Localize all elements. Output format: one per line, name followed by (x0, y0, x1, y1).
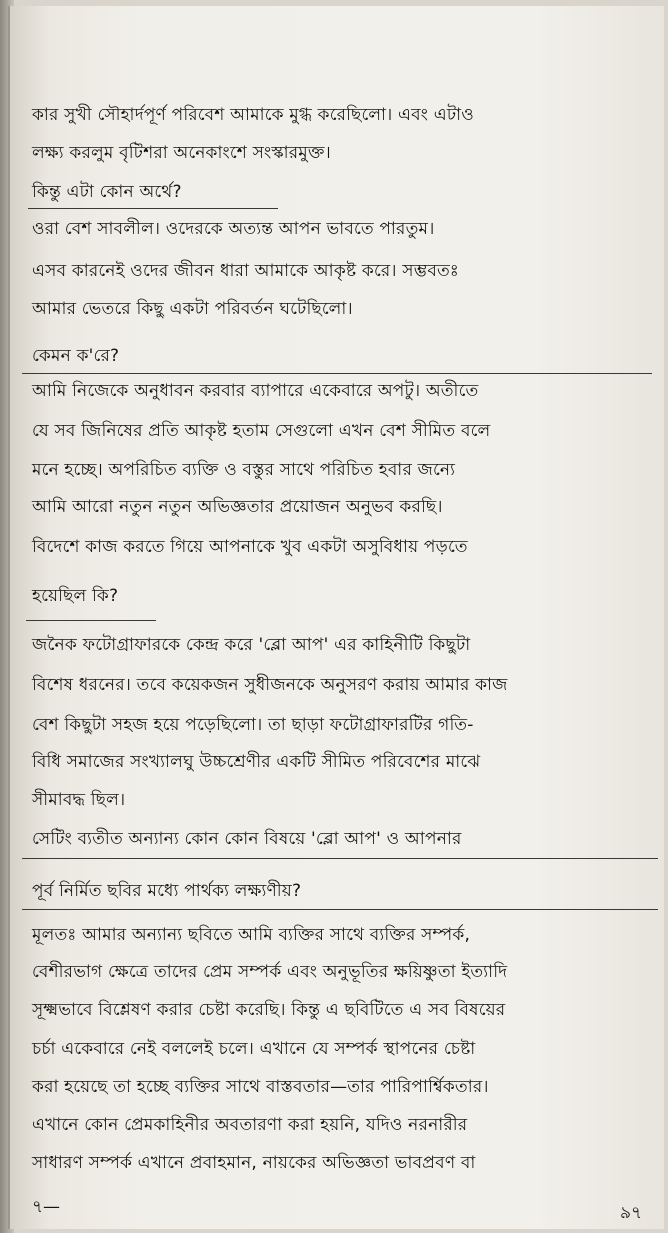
interview-question: কেমন ক'রে? (32, 346, 120, 366)
body-line: বিশেষ ধরনের। তবে কয়েকজন সুধীজনকে অনুসরণ করায় আমার কাজ (32, 675, 508, 695)
page-number: ৯৭ (620, 1203, 643, 1223)
body-line: বেশীরভাগ ক্ষেত্রে তাদের প্রেম সম্পর্ক এবং অনুভূতির ক্ষয়িষ্ণুতা ইত্যাদি (32, 962, 508, 982)
body-line: আমার ভেতরে কিছু একটা পরিবর্তন ঘটেছিলো। (32, 299, 353, 319)
interview-question: হয়েছিল কি? (32, 586, 119, 606)
body-line: সীমাবদ্ধ ছিল। (32, 790, 126, 810)
question-divider (22, 858, 658, 859)
body-line: সূক্ষ্মভাবে বিশ্লেষণ করার চেষ্টা করেছি। কিন্তু এ ছবিটিতে এ সব বিষয়ের (32, 1000, 506, 1020)
question-underline (26, 620, 156, 621)
body-line: যে সব জিনিষের প্রতি আকৃষ্ট হতাম সেগুলো এখন বেশ সীমিত বলে (32, 421, 491, 441)
body-line: এখানে কোন প্রেমকাহিনীর অবতারণা করা হয়নি, যদিও নরনারীর (32, 1115, 468, 1135)
body-line: আমি নিজেকে অনুধাবন করবার ব্যাপারে একেবারে অপটু। অতীতে (32, 381, 479, 401)
interview-question: কিন্তু এটা কোন অর্থে? (32, 182, 182, 202)
body-line: সাধারণ সম্পর্ক এখানে প্রবাহমান, নায়কের অভিজ্ঞতা ভাবপ্রবণ বা (32, 1153, 476, 1173)
interview-question: পূর্ব নির্মিত ছবির মধ্যে পার্থক্য লক্ষ্যণীয়? (32, 881, 302, 901)
interview-question: সেটিং ব্যতীত অন্যান্য কোন কোন বিষয়ে 'ব্লো আপ' ও আপনার (32, 829, 462, 849)
body-line: আমি আরো নতুন নতুন অভিজ্ঞতার প্রয়োজন অনুভব করছি। (32, 497, 443, 517)
body-line: ওরা বেশ সাবলীল। ওদেরকে অত্যন্ত আপন ভাবতে পারতুম। (32, 219, 435, 239)
body-line: এসব কারনেই ওদের জীবন ধারা আমাকে আকৃষ্ট করে। সম্ভবতঃ (32, 261, 460, 281)
document-page (8, 6, 664, 1229)
footer-left-mark: ৭— (32, 1197, 61, 1217)
body-line: লক্ষ্য করলুম বৃটিশরা অনেকাংশে সংস্কারমুক্ত। (32, 143, 331, 163)
interview-question: বিদেশে কাজ করতে গিয়ে আপনাকে খুব একটা অসুবিধায় পড়তে (32, 537, 468, 557)
body-line: জনৈক ফটোগ্রাফারকে কেন্দ্র করে 'ব্লো আপ' এর কাহিনীটি কিছুটা (32, 635, 471, 655)
body-line: কার সুখী সৌহার্দপূর্ণ পরিবেশ আমাকে মুগ্ধ করেছিলো। এবং এটাও (32, 105, 474, 125)
body-line: করা হয়েছে তা হচ্ছে ব্যক্তির সাথে বাস্তবতার—তার পারিপার্শ্বিকতার। (32, 1077, 489, 1097)
body-line: বেশ কিছুটা সহজ হয়ে পড়েছিলো। তা ছাড়া ফটোগ্রাফারটির গতি- (32, 715, 474, 735)
body-line: বিধি সমাজের সংখ্যালঘু উচ্চশ্রেণীর একটি সীমিত পরিবেশের মাঝে (32, 752, 481, 772)
question-underline (28, 208, 278, 209)
body-line: চর্চা একেবারে নেই বললেই চলে। এখানে যে সম্পর্ক স্থাপনের চেষ্টা (32, 1039, 476, 1059)
question-underline (22, 373, 652, 374)
question-underline (22, 909, 658, 910)
body-line: মনে হচ্ছে। অপরিচিত ব্যক্তি ও বস্তুর সাথে পরিচিত হবার জন্যে (32, 460, 456, 480)
body-line: মূলতঃ আমার অন্যান্য ছবিতে আমি ব্যক্তির সাথে ব্যক্তির সম্পর্ক, (32, 925, 471, 945)
